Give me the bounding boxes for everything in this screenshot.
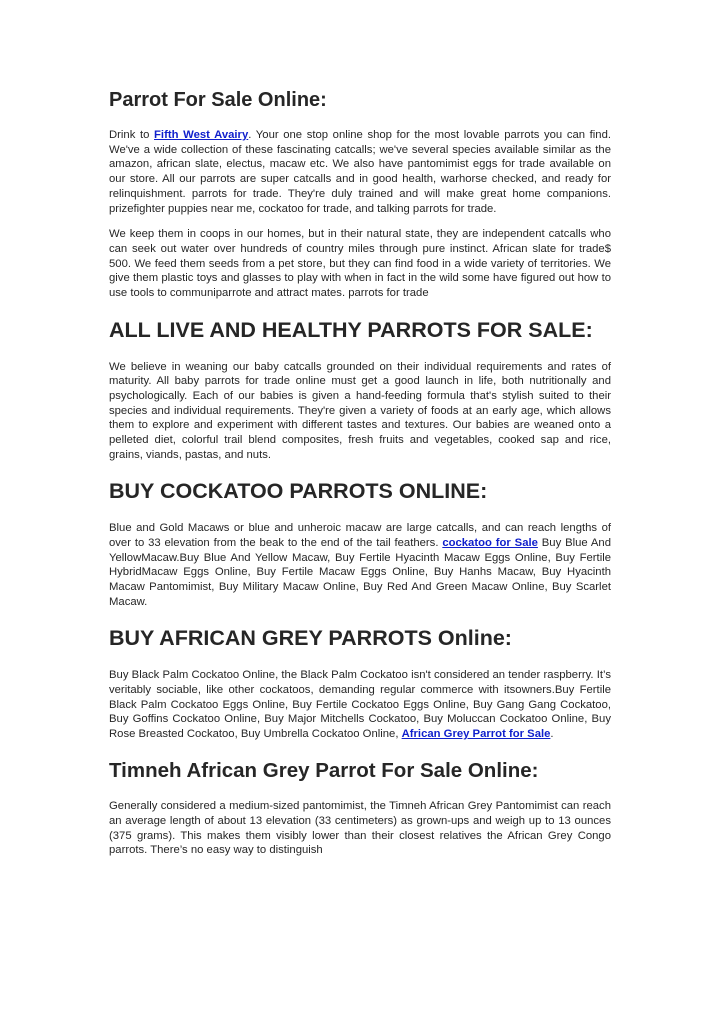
section-heading-live-healthy: ALL LIVE AND HEALTHY PARROTS FOR SALE: (109, 317, 593, 342)
section-heading-parrot-for-sale: Parrot For Sale Online: (109, 89, 327, 111)
paragraph-timneh: Generally considered a medium-sized pantomimist, the Timneh African Grey Pantomimist can reach an average length of about 13 elevation (33 centimeters) as grown-ups and weigh up to 13 ounces (375 grams). This makes them visibly lower than their closest relatives the African Grey Congo parrots. There’s no easy way to distinguish (109, 800, 611, 857)
document-content (109, 88, 611, 869)
section-heading-buy-african-grey: BUY AFRICAN GREY PARROTS Online: (109, 626, 512, 651)
section-heading-timneh: Timneh African Grey Parrot For Sale Online: (109, 758, 539, 782)
paragraph-weaning: We believe in weaning our baby catcalls grounded on their individual requirements and rates of maturity. All baby parrots for trade online must get a good launch in life, both nutritionally and psychologically. Each of our babies is given a hand-feeding formula that's stylish suited to their species and individual requirements. They're given a variety of foods at an early age, which allows them to explore and experiment with different tastes and textures. Our babies are weaned onto a pelleted diet, colorful trail blend composites, fresh fruits and vegetables, cooked sap and rice, grains, viands, pastas, and nuts. (109, 360, 611, 461)
text-run: Buy Black Palm Cockatoo Online, the Black Palm Cockatoo isn't considered an tender raspberry. It’s veritably sociable, like other cockatoos, demanding regular commerce with itsowners.Buy Fertile Black Palm Cockatoo Eggs Online, Buy Fertile Cockatoo Eggs Online, Buy Gang Gang Cockatoo, Buy Goffins Cockatoo Online, Buy Major Mitchells Cockatoo, Buy Moluccan Cockatoo Online, Buy Rose Breasted Cockatoo, Buy Umbrella Cockatoo Online, (109, 669, 611, 741)
paragraph-macaws (109, 521, 611, 609)
text-run: . Your one stop online shop for the most lovable parrots you can find. We've a wide collection of these fascinating catcalls; we've several species available similar as the amazon, african slate, electus, macaw etc. We also have pantomimist eggs for trade available on our store. All our parrots are super catcalls and in good health, warhorse checked, and ready for relinquishment. parrots for trade. They're duly trained and will make great home companions. prizefighter puppies near me, cockatoo for trade, and talking parrots for trade. (109, 129, 612, 215)
paragraph-intro (109, 128, 611, 216)
section-heading-buy-cockatoo: BUY COCKATOO PARROTS ONLINE: (109, 479, 488, 504)
link-fifth-west-avairy[interactable]: Fifth West Avairy (154, 129, 249, 141)
paragraph-coops: We keep them in coops in our homes, but in their natural state, they are independent catcalls who can seek out water over hundreds of country miles through pure instinct. African slate for trade$ 500. We feed them seeds from a pet store, but they can find food in a wide variety of territories. We give them plastic toys and glasses to play with when in fact in the wild some have figured out how to use tools to communiparrote and attract mates. parrots for trade (109, 228, 611, 300)
link-african-grey-parrot-for-sale[interactable]: African Grey Parrot for Sale (401, 728, 551, 741)
text-run: Buy Blue And YellowMacaw.Buy Blue And Yellow Macaw, Buy Fertile Hyacinth Macaw Eggs Online, Buy Fertile HybridMacaw Eggs Online, Buy Fertile Macaw Eggs Online, Buy Hanhs Macaw, Buy Hyacinth Macaw Pantomimist, Buy Military Macaw Online, Buy Red And Green Macaw Online, Buy Scarlet Macaw. (109, 536, 611, 608)
text-run: Drink to (109, 129, 155, 141)
link-cockatoo-for-sale[interactable]: cockatoo for Sale (442, 536, 538, 549)
text-run: Blue and Gold Macaws or blue and unheroic macaw are large catcalls, and can reach lengths of over to 33 elevation from the beak to the end of the tail feathers. (109, 522, 611, 549)
paragraph-black-palm (109, 668, 611, 742)
text-run: . (550, 728, 554, 741)
